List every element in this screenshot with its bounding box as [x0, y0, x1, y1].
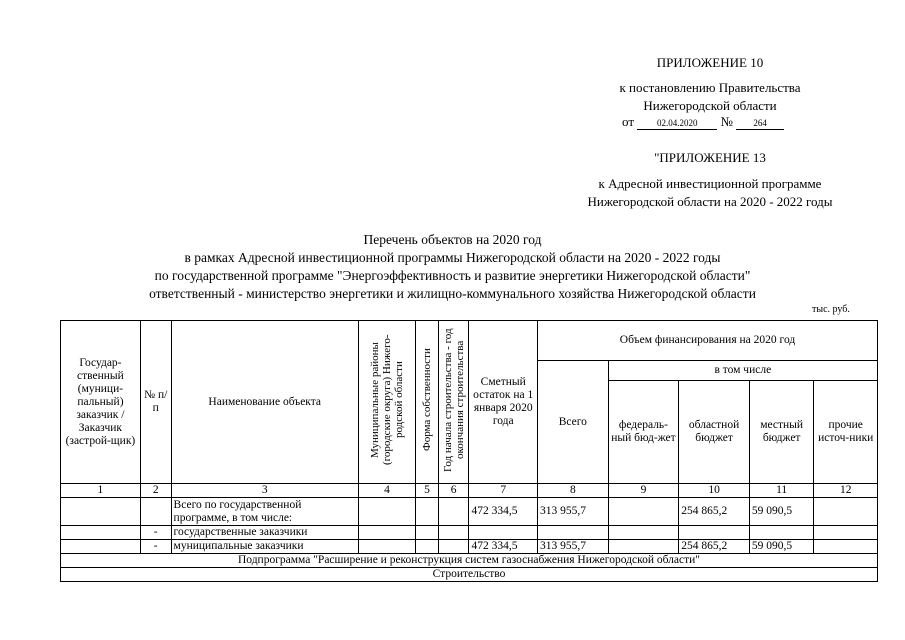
- resolution-line-2: Нижегородской области: [643, 98, 777, 113]
- header-years-cell: [438, 321, 469, 484]
- header-regional: областной бюджет: [679, 381, 750, 484]
- cell-ownership: [416, 540, 439, 554]
- document-title-line-1: Перечень объектов на 2020 год: [363, 232, 542, 247]
- cell-name: государственные заказчики: [171, 526, 358, 540]
- cell-customer: [61, 526, 141, 540]
- cell-district: [358, 498, 415, 526]
- cell-district: [358, 526, 415, 540]
- units-label: тыс. руб.: [812, 304, 850, 315]
- section-row: Строительство: [61, 568, 878, 582]
- subprogram-row: Подпрограмма "Расширение и реконструкция систем газоснабжения Нижегородской области": [61, 554, 878, 568]
- col-number: 10: [679, 484, 750, 498]
- column-numbers-row: [61, 484, 878, 498]
- header-customer: Государ-ственный (муници-пальный) заказчик / Заказчик (застрой-щик): [61, 321, 141, 484]
- appendix-heading: ПРИЛОЖЕНИЕ 10: [656, 55, 764, 70]
- cell-regional: 254 865,2: [679, 540, 750, 554]
- cell-ownership: [416, 498, 439, 526]
- header-num: № п/п: [140, 321, 171, 484]
- resolution-line-1: к постановлению Правительства: [619, 80, 801, 95]
- cell-num: -: [140, 526, 171, 540]
- cell-estimate: 472 334,5: [469, 498, 538, 526]
- program-line-1: к Адресной инвестиционной программе: [598, 176, 822, 191]
- cell-customer: [61, 540, 141, 554]
- resolution-number: 264: [736, 117, 784, 130]
- header-including: в том числе: [608, 361, 877, 381]
- cell-num: [140, 498, 171, 526]
- cell-estimate: 472 334,5: [469, 540, 538, 554]
- header-total: Всего: [538, 361, 609, 484]
- table-row: [61, 540, 878, 554]
- col-number: 6: [438, 484, 469, 498]
- table-row: [61, 526, 878, 540]
- cell-name: муниципальные заказчики: [171, 540, 358, 554]
- header-local: местный бюджет: [749, 381, 813, 484]
- col-number: 2: [140, 484, 171, 498]
- cell-total: 313 955,7: [538, 498, 609, 526]
- col-number: 12: [814, 484, 878, 498]
- document-title-line-4: ответственный - министерство энергетики и жилищно-коммунального хозяйства Нижегородской области: [149, 286, 756, 301]
- cell-district: [358, 540, 415, 554]
- cell-regional: [679, 526, 750, 540]
- col-number: 5: [416, 484, 439, 498]
- col-number: 3: [171, 484, 358, 498]
- header-districts-cell: [358, 321, 415, 484]
- cell-other: [814, 498, 878, 526]
- col-number: 7: [469, 484, 538, 498]
- cell-regional: 254 865,2: [679, 498, 750, 526]
- col-number: 4: [358, 484, 415, 498]
- cell-federal: [608, 526, 679, 540]
- cell-num: -: [140, 540, 171, 554]
- header-ownership: Форма собственности: [420, 348, 433, 452]
- cell-local: 59 090,5: [749, 540, 813, 554]
- header-years: Год начала строительства - год окончания строительства: [441, 328, 466, 472]
- cell-local: [749, 526, 813, 540]
- header-federal: федераль-ный бюд-жет: [608, 381, 679, 484]
- document-title-line-3: по государственной программе "Энергоэффективность и развитие энергетики Нижегородской области": [154, 268, 751, 283]
- col-number: 1: [61, 484, 141, 498]
- document-title-line-2: в рамках Адресной инвестиционной программы Нижегородской области на 2020 - 2022 годы: [184, 250, 721, 265]
- cell-years: [438, 526, 469, 540]
- cell-total: 313 955,7: [538, 540, 609, 554]
- appendix13-heading: "ПРИЛОЖЕНИЕ 13: [654, 150, 766, 165]
- cell-customer: [61, 498, 141, 526]
- table-row: [61, 498, 878, 526]
- cell-years: [438, 540, 469, 554]
- cell-ownership: [416, 526, 439, 540]
- cell-federal: [608, 540, 679, 554]
- cell-federal: [608, 498, 679, 526]
- header-districts: Муниципальные районы (городские округа) Нижего-родской области: [369, 334, 406, 466]
- col-number: 11: [749, 484, 813, 498]
- from-label: от: [622, 114, 635, 129]
- cell-local: 59 090,5: [749, 498, 813, 526]
- header-financing: Объем финансирования на 2020 год: [538, 321, 878, 361]
- header-ownership-cell: [416, 321, 439, 484]
- cell-name: Всего по государственной программе, в том числе:: [171, 498, 358, 526]
- resolution-date: 02.04.2020: [637, 117, 717, 130]
- resolution-date-line: [622, 113, 784, 131]
- header-other: прочие источ-ники: [814, 381, 878, 484]
- cell-years: [438, 498, 469, 526]
- header-object-name: Наименование объекта: [171, 321, 358, 484]
- col-number: 9: [608, 484, 679, 498]
- program-line-2: Нижегородской области на 2020 - 2022 годы: [587, 194, 833, 209]
- number-label: №: [720, 114, 733, 129]
- cell-estimate: [469, 526, 538, 540]
- cell-other: [814, 526, 878, 540]
- cell-other: [814, 540, 878, 554]
- objects-table: [60, 320, 878, 582]
- cell-total: [538, 526, 609, 540]
- col-number: 8: [538, 484, 609, 498]
- header-estimate: Сметный остаток на 1 января 2020 года: [469, 321, 538, 484]
